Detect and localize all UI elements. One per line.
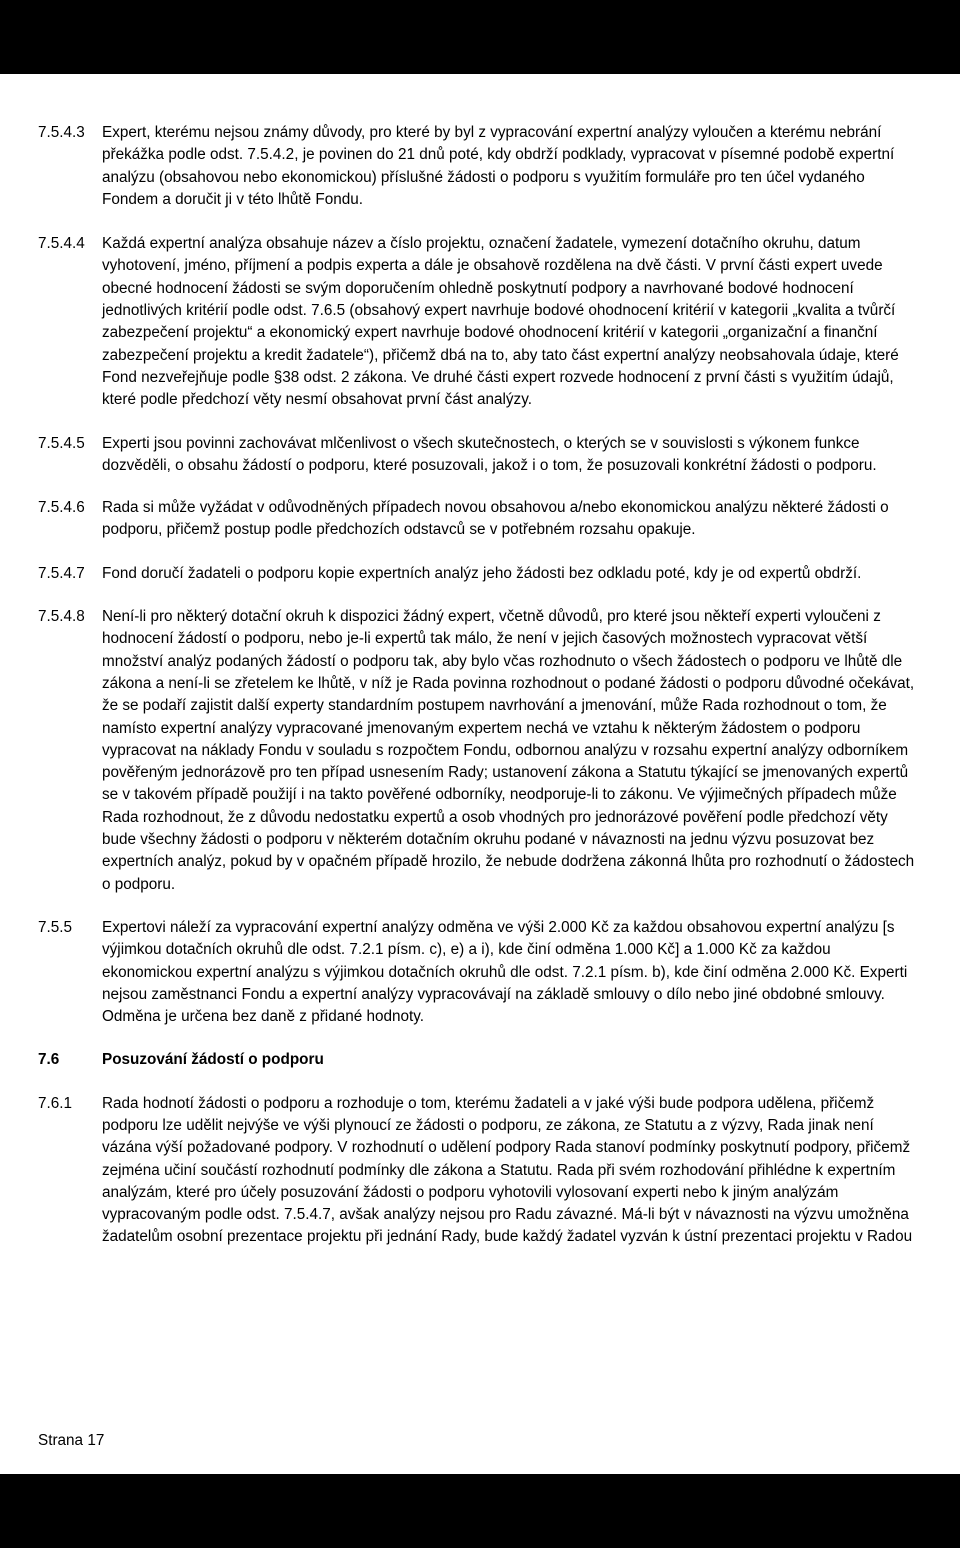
paragraph-7-5-4-8 [38,606,924,896]
bottom-black-bar [0,1474,960,1548]
paragraph-number: 7.6.1 [38,1094,73,1112]
section-title: Posuzování žádostí o podporu [102,1051,324,1069]
paragraph-text: Rada si může vyžádat v odůvodněných případech novou obsahovou a/nebo ekonomickou analýzu některé žádosti o podporu, přičemž postup podle předchozích odstavců se v potřebném rozsahu opakuje. [102,499,889,539]
paragraph-number: 7.5.4.6 [38,499,85,517]
paragraph-7-5-5 [38,917,924,1028]
paragraph-number: 7.5.4.4 [38,235,85,253]
section-number: 7.6 [38,1051,60,1069]
paragraph-number: 7.5.4.7 [38,564,85,582]
paragraph-number: 7.5.4.3 [38,124,85,141]
paragraph-text: Experti jsou povinni zachovávat mlčenlivost o všech skutečnostech, o kterých se v souvislosti s výkonem funkce dozvěděli, o obsahu žádostí o podporu, které posuzovali, jakož i o tom, že posuzovali konkrétní žádosti o podporu. [102,434,877,474]
paragraph-text: Expert, kterému nejsou známy důvody, pro které by byl z vypracování expertní analýzy vyloučen a kterému nebrání překážka podle odst. 7.5.4.2, je povinen do 21 dnů poté, kdy obdrží podklady, vypracovat v písemné podobě expertní analýzu (obsahovou nebo ekonomickou) příslušné žádosti o podporu s využitím formuláře pro ten účel vydaného Fondem a doručit ji v této lhůtě Fondu. [102,124,895,208]
paragraph-number: 7.5.4.5 [38,434,85,452]
paragraph-7-5-4-6 [38,497,924,542]
paragraph-text: Každá expertní analýza obsahuje název a číslo projektu, označení žadatele, vymezení dotačního okruhu, datum vyhotovení, jméno, příjmení a podpis experta a dále je obsahově rozdělena na dvě části. V první části expert uvede obecné hodnocení žádosti se svým doporučením ohledně poskytnutí podpory a navrhované bodové hodnocení jednotlivých kritérií podle odst. 7.6.5 (obsahový expert navrhuje bodové ohodnocení kritérií v kategorii „kvalita a tvůrčí zabezpečení projektu“ a ekonomický expert navrhuje bodové ohodnocení kritérií v kategorii „organizační a finanční zabezpečení projektu a kredit žadatele“), přičemž dbá na to, aby tato část expertní analýzy neobsahovala údaje, které Fond nezveřejňuje podle §38 odst. 2 zákona. Ve druhé části expert rozvede hodnocení z první části s využitím údajů, které podle předchozí věty nesmí obsahovat první část analýzy. [102,235,899,409]
paragraph-7-5-4-7 [38,563,924,585]
page-number: Strana 17 [38,1432,105,1449]
paragraph-text: Rada hodnotí žádosti o podporu a rozhoduje o tom, kterému žadateli a v jaké výši bude podpora udělena, přičemž podporu lze udělit nejvýše ve výši plynoucí ze žádosti o podporu, ze zákona, ze Statutu a z výzvy, Rada jinak není vázána výší požadované podpory. V rozhodnutí o udělení podpory Rada stanoví podmínky poskytnutí podpory, přičemž zejména učiní součástí rozhodnutí podmínky dle zákona a Statutu. Rada při svém rozhodování přihlédne k expertním analýzám, které pro účely posuzování žádosti o podporu vyhotovili vylosovaní experti nebo k jiným analýzám vypracovaným podle odst. 7.5.4.7, avšak analýzy nejsou pro Radu závazné. Má-li být v návaznosti na výzvu umožněna žadatelům osobní prezentace projektu při jednání Rady, bude každý žadatel vyzván k ústní prezentaci projektu v Radou [102,1094,913,1246]
document-body [38,122,924,1249]
top-black-bar [0,0,960,74]
paragraph-7-5-4-3 [38,122,924,211]
paragraph-number: 7.5.4.8 [38,608,85,626]
paragraph-7-5-4-5 [38,433,924,478]
paragraph-7-6-1 [38,1093,924,1249]
paragraph-number: 7.5.5 [38,918,73,936]
section-heading-7-6 [38,1049,924,1071]
paragraph-text: Není-li pro některý dotační okruh k dispozici žádný expert, včetně důvodů, pro které jsou někteří experti vyloučeni z hodnocení žádostí o podporu, nebo je-li expertů tak málo, že není v jejich časových možnostech vypracovat větší množství analýz podaných žádostí o podporu tak, aby bylo včas rozhodnuto o všech žádostech o podporu ve lhůtě dle zákona a není-li se zřetelem ke lhůtě, v níž je Rada povinna rozhodnout o podané žádosti o podporu důvodné očekávat, že se podaří zajistit další experty standardním postupem navrhování a jmenování, může Rada rozhodnout o tom, že namísto expertní analýzy vypracované jmenovaným expertem nechá ve vztahu k některým žádostem o podporu vypracovat na náklady Fondu v souladu s rozpočtem Fondu, odbornou analýzu v rozsahu expertní analýzy odborníkem pověřeným jednorázově pro ten případ usnesením Rady; ustanovení zákona a Statutu týkající se jmenovaných expertů se v takovém případě použijí i na takto pověřené odborníky, neodporuje-li to zákonu. Ve výjimečných případech může Rada rozhodnout, že z důvodu nedostatku expertů a osob vhodných pro jednorázové pověření podle předchozí věty bude všechny žádosti o podporu v některém dotačním okruhu podané v návaznosti na jednu výzvu posuzovat bez expertních analýz, pokud by v opačném případě hrozilo, že nebude dodržena zákonná lhůta pro rozhodnutí o žádostech o podporu. [102,608,915,893]
paragraph-7-5-4-4 [38,233,924,411]
paragraph-text: Expertovi náleží za vypracování expertní analýzy odměna ve výši 2.000 Kč za každou obsahovou expertní analýzu [s výjimkou dotačních okruhů dle odst. 7.2.1 písm. c), e) a i), kde činí odměna 1.000 Kč] a 1.000 Kč za každou ekonomickou expertní analýzu s výjimkou dotačních okruhů dle odst. 7.2.1 písm. b), kde činí odměna 2.000 Kč. Experti nejsou zaměstnanci Fondu a expertní analýzy vypracovávají na základě smlouvy o dílo nebo jiné obdobné smlouvy. Odměna je určena bez daně z přidané hodnoty. [102,918,908,1026]
paragraph-text: Fond doručí žadateli o podporu kopie expertních analýz jeho žádosti bez odkladu poté, kdy je od expertů obdrží. [102,564,862,582]
